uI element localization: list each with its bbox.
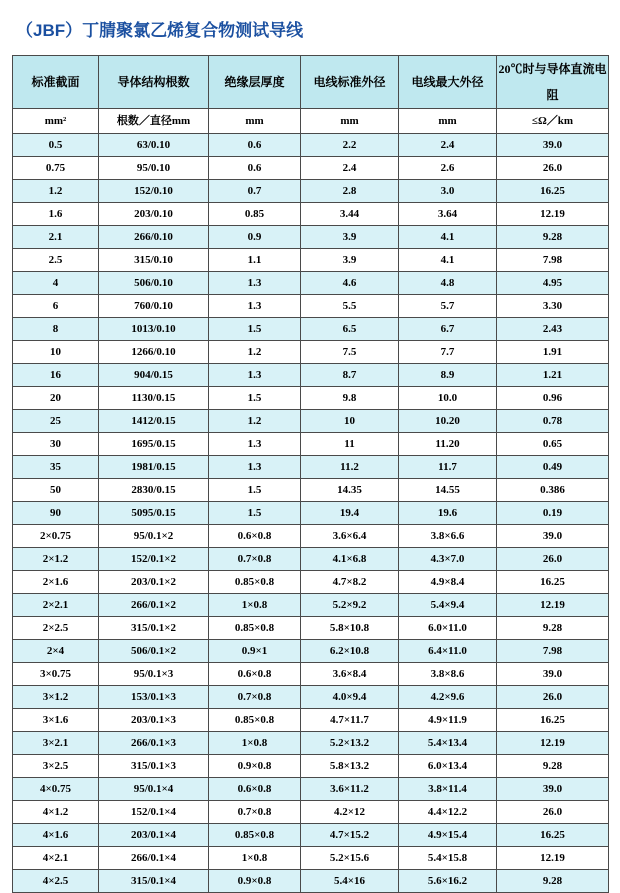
table-cell: 6.0×11.0	[399, 617, 497, 640]
table-row	[13, 594, 609, 617]
table-cell: 4.7×15.2	[301, 824, 399, 847]
table-cell: 14.35	[301, 479, 399, 502]
table-cell: 5.7	[399, 295, 497, 318]
table-cell: 39.0	[497, 525, 609, 548]
table-cell: 11.20	[399, 433, 497, 456]
table-row	[13, 778, 609, 801]
table-cell: 5.2×9.2	[301, 594, 399, 617]
table-cell: 95/0.10	[99, 157, 209, 180]
table-cell: 1.3	[209, 364, 301, 387]
table-row	[13, 571, 609, 594]
table-header	[13, 56, 609, 134]
table-cell: 8.9	[399, 364, 497, 387]
table-cell: 1695/0.15	[99, 433, 209, 456]
table-cell: 203/0.1×4	[99, 824, 209, 847]
table-cell: 5.4×9.4	[399, 594, 497, 617]
column-header-dc-resistance: 20℃时与导体直流电阻	[497, 56, 609, 109]
table-cell: 315/0.1×3	[99, 755, 209, 778]
table-cell: 2×2.1	[13, 594, 99, 617]
table-cell: 95/0.1×3	[99, 663, 209, 686]
table-row	[13, 686, 609, 709]
table-cell: 3.8×8.6	[399, 663, 497, 686]
table-cell: 266/0.10	[99, 226, 209, 249]
table-cell: 4×1.2	[13, 801, 99, 824]
table-cell: 0.6×0.8	[209, 663, 301, 686]
table-cell: 1.6	[13, 203, 99, 226]
table-cell: 1×0.8	[209, 847, 301, 870]
table-cell: 5.6×16.2	[399, 870, 497, 893]
table-cell: 26.0	[497, 801, 609, 824]
table-cell: 6.0×13.4	[399, 755, 497, 778]
table-cell: 90	[13, 502, 99, 525]
table-cell: 0.7×0.8	[209, 548, 301, 571]
table-cell: 0.9×0.8	[209, 755, 301, 778]
table-cell: 266/0.1×4	[99, 847, 209, 870]
table-cell: 0.19	[497, 502, 609, 525]
table-cell: 7.7	[399, 341, 497, 364]
table-cell: 3×2.1	[13, 732, 99, 755]
unit-standard-outer-diameter: mm	[301, 109, 399, 134]
table-cell: 1.1	[209, 249, 301, 272]
table-cell: 0.85	[209, 203, 301, 226]
table-row	[13, 502, 609, 525]
table-cell: 63/0.10	[99, 134, 209, 157]
table-cell: 16.25	[497, 824, 609, 847]
table-cell: 20	[13, 387, 99, 410]
table-cell: 203/0.10	[99, 203, 209, 226]
table-cell: 3×0.75	[13, 663, 99, 686]
table-cell: 315/0.1×4	[99, 870, 209, 893]
table-cell: 4.9×15.4	[399, 824, 497, 847]
table-cell: 4.3×7.0	[399, 548, 497, 571]
column-header-insulation-thickness: 绝缘层厚度	[209, 56, 301, 109]
table-cell: 0.6	[209, 134, 301, 157]
unit-insulation-thickness: mm	[209, 109, 301, 134]
table-cell: 8.7	[301, 364, 399, 387]
table-cell: 2.5	[13, 249, 99, 272]
table-cell: 904/0.15	[99, 364, 209, 387]
table-cell: 4.9×8.4	[399, 571, 497, 594]
table-cell: 7.98	[497, 249, 609, 272]
units-row	[13, 109, 609, 134]
specification-table	[12, 55, 609, 893]
table-cell: 1130/0.15	[99, 387, 209, 410]
table-row	[13, 479, 609, 502]
table-cell: 0.9	[209, 226, 301, 249]
table-cell: 4×2.1	[13, 847, 99, 870]
table-cell: 26.0	[497, 548, 609, 571]
table-cell: 10	[301, 410, 399, 433]
table-cell: 266/0.1×2	[99, 594, 209, 617]
table-cell: 0.96	[497, 387, 609, 410]
table-cell: 1.5	[209, 387, 301, 410]
table-cell: 30	[13, 433, 99, 456]
table-cell: 2×1.6	[13, 571, 99, 594]
table-cell: 3.8×6.6	[399, 525, 497, 548]
table-cell: 3.6×11.2	[301, 778, 399, 801]
table-cell: 95/0.1×4	[99, 778, 209, 801]
table-row	[13, 249, 609, 272]
table-cell: 152/0.1×4	[99, 801, 209, 824]
unit-dc-resistance: ≤Ω／km	[497, 109, 609, 134]
table-cell: 0.9×0.8	[209, 870, 301, 893]
table-cell: 5.2×13.2	[301, 732, 399, 755]
table-cell: 1.3	[209, 295, 301, 318]
table-cell: 315/0.10	[99, 249, 209, 272]
table-cell: 2×2.5	[13, 617, 99, 640]
table-row	[13, 525, 609, 548]
table-cell: 0.7	[209, 180, 301, 203]
table-cell: 4.7×8.2	[301, 571, 399, 594]
table-cell: 506/0.1×2	[99, 640, 209, 663]
table-row	[13, 870, 609, 893]
table-cell: 760/0.10	[99, 295, 209, 318]
table-cell: 10.0	[399, 387, 497, 410]
table-cell: 4.8	[399, 272, 497, 295]
table-row	[13, 226, 609, 249]
table-row	[13, 732, 609, 755]
table-cell: 315/0.1×2	[99, 617, 209, 640]
table-cell: 3.6×6.4	[301, 525, 399, 548]
table-cell: 1013/0.10	[99, 318, 209, 341]
table-cell: 0.9×1	[209, 640, 301, 663]
table-cell: 2.2	[301, 134, 399, 157]
table-cell: 2.8	[301, 180, 399, 203]
table-row	[13, 295, 609, 318]
table-cell: 0.85×0.8	[209, 571, 301, 594]
table-cell: 12.19	[497, 732, 609, 755]
table-cell: 19.4	[301, 502, 399, 525]
table-cell: 1×0.8	[209, 594, 301, 617]
table-row	[13, 617, 609, 640]
table-cell: 3.30	[497, 295, 609, 318]
table-cell: 16.25	[497, 180, 609, 203]
table-cell: 4×0.75	[13, 778, 99, 801]
table-cell: 0.85×0.8	[209, 617, 301, 640]
header-row	[13, 56, 609, 109]
table-cell: 1.3	[209, 272, 301, 295]
table-cell: 2.6	[399, 157, 497, 180]
table-cell: 6.4×11.0	[399, 640, 497, 663]
table-cell: 14.55	[399, 479, 497, 502]
table-cell: 4.95	[497, 272, 609, 295]
table-cell: 1.5	[209, 479, 301, 502]
table-row	[13, 663, 609, 686]
table-cell: 4.4×12.2	[399, 801, 497, 824]
table-cell: 1.91	[497, 341, 609, 364]
table-cell: 203/0.1×3	[99, 709, 209, 732]
table-cell: 0.85×0.8	[209, 824, 301, 847]
table-row	[13, 847, 609, 870]
table-cell: 16.25	[497, 571, 609, 594]
unit-standard-section: mm²	[13, 109, 99, 134]
table-row	[13, 640, 609, 663]
table-row	[13, 134, 609, 157]
table-row	[13, 364, 609, 387]
table-cell: 0.49	[497, 456, 609, 479]
table-row	[13, 157, 609, 180]
table-cell: 3×1.2	[13, 686, 99, 709]
table-cell: 39.0	[497, 663, 609, 686]
table-cell: 4.2×12	[301, 801, 399, 824]
table-cell: 1.2	[209, 341, 301, 364]
table-row	[13, 180, 609, 203]
table-cell: 3.44	[301, 203, 399, 226]
table-cell: 35	[13, 456, 99, 479]
table-cell: 95/0.1×2	[99, 525, 209, 548]
table-cell: 1.5	[209, 502, 301, 525]
table-cell: 6.7	[399, 318, 497, 341]
table-cell: 4	[13, 272, 99, 295]
table-cell: 3×1.6	[13, 709, 99, 732]
table-cell: 203/0.1×2	[99, 571, 209, 594]
table-cell: 0.75	[13, 157, 99, 180]
table-body	[13, 134, 609, 893]
table-cell: 6.5	[301, 318, 399, 341]
table-cell: 1.3	[209, 456, 301, 479]
table-row	[13, 433, 609, 456]
table-cell: 2×4	[13, 640, 99, 663]
table-cell: 4.1	[399, 226, 497, 249]
table-cell: 0.78	[497, 410, 609, 433]
table-cell: 3.64	[399, 203, 497, 226]
table-cell: 1×0.8	[209, 732, 301, 755]
table-cell: 7.98	[497, 640, 609, 663]
table-cell: 2×0.75	[13, 525, 99, 548]
table-row	[13, 755, 609, 778]
column-header-conductor-structure: 导体结构根数	[99, 56, 209, 109]
table-cell: 9.28	[497, 617, 609, 640]
table-cell: 1.2	[13, 180, 99, 203]
table-cell: 506/0.10	[99, 272, 209, 295]
table-row	[13, 709, 609, 732]
table-cell: 9.28	[497, 226, 609, 249]
table-cell: 9.28	[497, 755, 609, 778]
table-cell: 153/0.1×3	[99, 686, 209, 709]
table-cell: 4.1	[399, 249, 497, 272]
table-cell: 6	[13, 295, 99, 318]
table-cell: 5.4×13.4	[399, 732, 497, 755]
table-cell: 0.6×0.8	[209, 778, 301, 801]
table-cell: 5095/0.15	[99, 502, 209, 525]
table-cell: 3.8×11.4	[399, 778, 497, 801]
table-cell: 8	[13, 318, 99, 341]
table-cell: 4×1.6	[13, 824, 99, 847]
table-cell: 12.19	[497, 847, 609, 870]
table-row	[13, 203, 609, 226]
table-row	[13, 548, 609, 571]
table-cell: 266/0.1×3	[99, 732, 209, 755]
table-cell: 1.21	[497, 364, 609, 387]
table-cell: 5.4×15.8	[399, 847, 497, 870]
table-row	[13, 456, 609, 479]
table-cell: 9.28	[497, 870, 609, 893]
table-cell: 4.0×9.4	[301, 686, 399, 709]
table-cell: 0.5	[13, 134, 99, 157]
page-title: （JBF）丁腈聚氯乙烯复合物测试导线	[16, 21, 304, 40]
table-row	[13, 387, 609, 410]
table-cell: 3.0	[399, 180, 497, 203]
table-cell: 5.8×10.8	[301, 617, 399, 640]
table-cell: 11	[301, 433, 399, 456]
unit-conductor-structure: 根数／直径mm	[99, 109, 209, 134]
table-cell: 1.2	[209, 410, 301, 433]
table-row	[13, 824, 609, 847]
table-cell: 0.65	[497, 433, 609, 456]
table-cell: 5.2×15.6	[301, 847, 399, 870]
table-cell: 16	[13, 364, 99, 387]
table-cell: 4.1×6.8	[301, 548, 399, 571]
table-cell: 6.2×10.8	[301, 640, 399, 663]
table-row	[13, 410, 609, 433]
table-cell: 11.2	[301, 456, 399, 479]
table-cell: 2×1.2	[13, 548, 99, 571]
table-cell: 0.85×0.8	[209, 709, 301, 732]
table-row	[13, 341, 609, 364]
table-cell: 0.7×0.8	[209, 801, 301, 824]
table-cell: 2.1	[13, 226, 99, 249]
table-cell: 4.6	[301, 272, 399, 295]
table-row	[13, 318, 609, 341]
table-cell: 3.6×8.4	[301, 663, 399, 686]
table-cell: 0.386	[497, 479, 609, 502]
unit-max-outer-diameter: mm	[399, 109, 497, 134]
table-cell: 26.0	[497, 157, 609, 180]
table-cell: 50	[13, 479, 99, 502]
table-cell: 9.8	[301, 387, 399, 410]
table-cell: 1.5	[209, 318, 301, 341]
table-cell: 19.6	[399, 502, 497, 525]
table-cell: 5.4×16	[301, 870, 399, 893]
table-cell: 3×2.5	[13, 755, 99, 778]
table-cell: 26.0	[497, 686, 609, 709]
column-header-standard-section: 标准截面	[13, 56, 99, 109]
table-cell: 1981/0.15	[99, 456, 209, 479]
column-header-max-outer-diameter: 电线最大外径	[399, 56, 497, 109]
table-cell: 0.6×0.8	[209, 525, 301, 548]
table-cell: 2830/0.15	[99, 479, 209, 502]
table-cell: 4.9×11.9	[399, 709, 497, 732]
table-cell: 4.7×11.7	[301, 709, 399, 732]
table-cell: 3.9	[301, 249, 399, 272]
table-cell: 152/0.10	[99, 180, 209, 203]
table-cell: 4×2.5	[13, 870, 99, 893]
table-cell: 16.25	[497, 709, 609, 732]
table-cell: 11.7	[399, 456, 497, 479]
table-cell: 1412/0.15	[99, 410, 209, 433]
table-cell: 1266/0.10	[99, 341, 209, 364]
table-cell: 2.43	[497, 318, 609, 341]
table-row	[13, 272, 609, 295]
table-cell: 1.3	[209, 433, 301, 456]
table-cell: 5.5	[301, 295, 399, 318]
table-cell: 5.8×13.2	[301, 755, 399, 778]
table-cell: 2.4	[399, 134, 497, 157]
table-cell: 2.4	[301, 157, 399, 180]
table-cell: 10	[13, 341, 99, 364]
table-cell: 12.19	[497, 594, 609, 617]
table-cell: 152/0.1×2	[99, 548, 209, 571]
table-cell: 7.5	[301, 341, 399, 364]
table-cell: 10.20	[399, 410, 497, 433]
table-cell: 0.7×0.8	[209, 686, 301, 709]
table-row	[13, 801, 609, 824]
table-cell: 0.6	[209, 157, 301, 180]
table-cell: 39.0	[497, 778, 609, 801]
table-cell: 3.9	[301, 226, 399, 249]
table-cell: 12.19	[497, 203, 609, 226]
table-cell: 4.2×9.6	[399, 686, 497, 709]
column-header-standard-outer-diameter: 电线标准外径	[301, 56, 399, 109]
table-cell: 39.0	[497, 134, 609, 157]
table-cell: 25	[13, 410, 99, 433]
